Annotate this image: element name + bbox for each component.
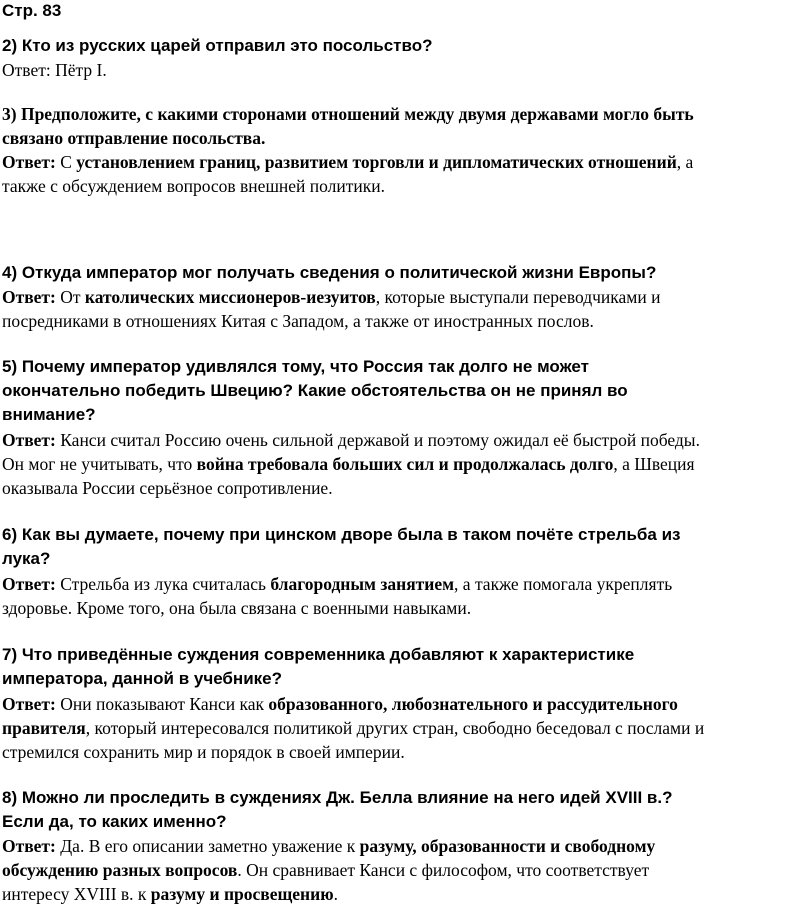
question-5-line-1: 5) Почему император удивлялся тому, что Россия так долго не может [2,357,589,376]
answer-8-text: Да. В его описании заметно уважение к [55,836,360,856]
answer-7-text: Они показывают Канси как [55,694,269,714]
question-8-line-1: 8) Можно ли проследить в суждениях Дж. Белла влияние на него идей XVIII в.? [2,788,673,807]
answer-6-text: Стрельба из лука считалась [55,574,271,594]
answer-3-text: , а [676,152,694,172]
answer-8 [2,834,655,906]
answer-label: Ответ: [2,430,56,450]
answer-4-line-2: посредниками в отношениях Китая с Западом, а также от иностранных послов. [2,311,594,331]
question-4: 4) Откуда император мог получать сведения о политической жизни Европы? [2,263,657,282]
question-8 [2,786,673,834]
question-3-line-1: 3) Предположите, с какими сторонами отношений между двумя державами могло быть [2,104,694,124]
answer-7-text: , который интересовался политикой других стран, свободно беседовал с послами и [85,718,705,738]
answer-5-text: Канси считал Россию очень сильной державой и поэтому ожидал её быстрой победы. [55,430,700,450]
answer-3 [2,150,693,198]
question-3-line-2: связано отправление посольства. [2,128,266,148]
answer-3-line-2: также с обсуждением вопросов внешней политики. [2,176,386,196]
answer-5-line-2 [2,452,700,476]
question-5-line-2: окончательно победить Швецию? Какие обстоятельства он не принял во [2,381,628,400]
answer-4-highlight: католических миссионеров-иезуитов [84,287,376,307]
question-6-line-2: лука? [2,549,51,568]
answer-8-line-2 [2,858,655,882]
answer-8-line-3 [2,882,655,906]
answer-8-text: . Он сравнивает Канси с философом, что соответствует [237,860,650,880]
question-3 [2,102,694,150]
answer-4-text: , которые выступали переводчиками и [375,287,661,307]
answer-3-highlight: установлением границ, развитием торговли и дипломатических отношений [76,152,677,172]
page-label: Стр. 83 [2,1,62,20]
question-7 [2,643,634,691]
answer-8-text: интересу XVIII в. к [2,884,151,904]
answer-4 [2,285,660,333]
question-8-line-2: Если да, то каких именно? [2,812,227,831]
answer-5-text: , а Швеция [613,454,695,474]
question-5-line-3: внимание? [2,405,96,424]
answer-8-highlight: разуму, образованности и свободному [359,836,656,856]
answer-5-line-1 [2,428,700,452]
answer-4-line-1 [2,285,660,309]
answer-2: Ответ: Пётр I. [2,60,107,80]
answer-7 [2,692,704,764]
question-7-line-1: 7) Что приведённые суждения современника добавляют к характеристике [2,645,635,664]
answer-5-highlight: война требовала больших сил и продолжалась долго [196,454,614,474]
answer-7-line-1 [2,692,704,716]
answer-5-text: Он мог не учитывать, что [2,454,197,474]
answer-8-highlight: обсуждению разных вопросов [2,860,238,880]
answer-5-line-3: оказывала России серьёзное сопротивление. [2,478,333,498]
question-6 [2,523,681,571]
answer-label: Ответ: [2,152,56,172]
answer-3-text: С [55,152,77,172]
answer-8-text: . [333,884,338,904]
answer-label: Ответ: [2,287,56,307]
question-5 [2,355,628,427]
answer-6-highlight: благородным занятием [270,574,455,594]
answer-7-highlight: образованного, любознательного и рассудительного [268,694,678,714]
answer-6-line-1 [2,572,672,596]
answer-6-line-2: здоровье. Кроме того, она была связана с военными навыками. [2,598,472,618]
answer-8-highlight: разуму и просвещению [150,884,334,904]
answer-6 [2,572,672,620]
question-2: 2) Кто из русских царей отправил это посольство? [2,36,433,55]
answer-3-line-1 [2,150,693,174]
answer-label: Ответ: [2,836,56,856]
answer-7-highlight: правителя [2,718,86,738]
answer-7-line-3: стремился сохранить мир и порядок в своей империи. [2,742,405,762]
question-7-line-2: императора, данной в учебнике? [2,669,282,688]
answer-6-text: , а также помогала укреплять [454,574,673,594]
question-6-line-1: 6) Как вы думаете, почему при цинском дворе была в таком почёте стрельба из [2,525,681,544]
answer-8-line-1 [2,834,655,858]
answer-label: Ответ: [2,574,56,594]
answer-7-line-2 [2,716,704,740]
answer-4-text: От [55,287,85,307]
answer-label: Ответ: [2,694,56,714]
answer-5 [2,428,700,500]
